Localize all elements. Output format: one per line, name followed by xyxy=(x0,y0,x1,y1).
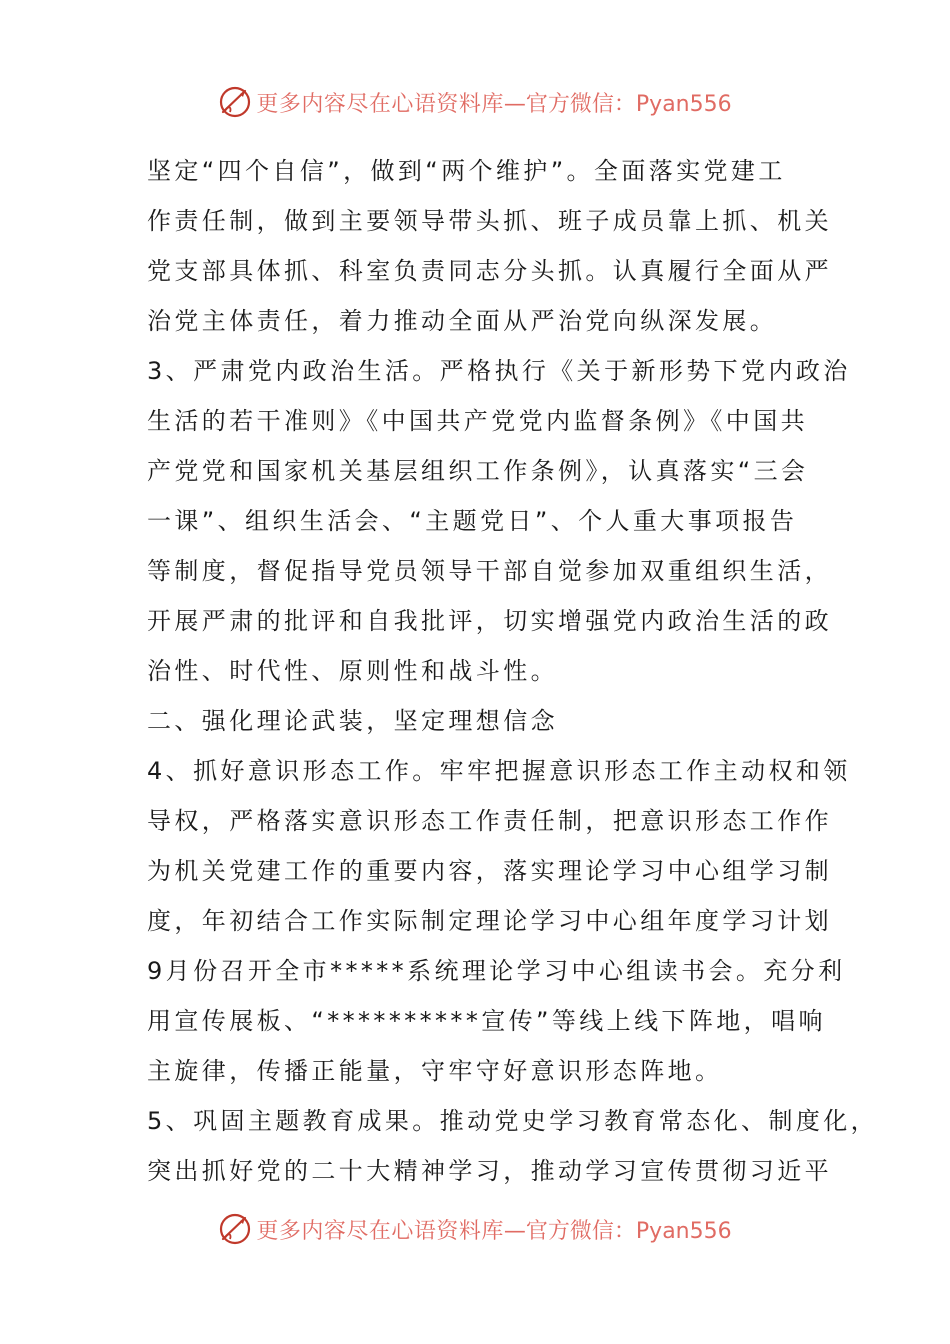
text-line: 为机关党建工作的重要内容，落实理论学习中心组学习制 xyxy=(147,857,832,885)
text-line: 3、严肃党内政治生活。严格执行《关于新形势下党内政治 xyxy=(147,357,851,385)
text-line: 用宣传展板、“**********宣传”等线上线下阵地，唱响 xyxy=(147,1007,826,1035)
section-heading: 二、强化理论武装，坚定理想信念 xyxy=(147,707,558,735)
text-line: 开展严肃的批评和自我批评，切实增强党内政治生活的政 xyxy=(147,607,832,635)
text-line: 度，年初结合工作实际制定理论学习中心组年度学习计划 xyxy=(147,907,832,935)
text-line: 作责任制，做到主要领导带头抓、班子成员靠上抓、机关 xyxy=(147,207,832,235)
text-line: 5、巩固主题教育成果。推动党史学习教育常态化、制度化， xyxy=(147,1107,879,1135)
header-wechat-text: —官方微信：Pyan556 xyxy=(503,91,732,117)
header-promo-text: 更多内容尽在心语资料库 xyxy=(256,91,504,117)
text-line: 突出抓好党的二十大精神学习，推动学习宣传贯彻习近平 xyxy=(147,1157,832,1185)
body-text xyxy=(147,146,879,1196)
footer-wechat-text: —官方微信：Pyan556 xyxy=(503,1218,732,1244)
pen-logo-icon xyxy=(218,1212,252,1246)
text-line: 9月份召开全市*****系统理论学习中心组读书会。充分利 xyxy=(147,957,846,985)
text-line: 一课”、组织生活会、“主题党日”、个人重大事项报告 xyxy=(147,507,798,535)
text-line: 导权，严格落实意识形态工作责任制，把意识形态工作作 xyxy=(147,807,832,835)
text-line: 坚定“四个自信”，做到“两个维护”。全面落实党建工 xyxy=(147,157,786,185)
footer-banner xyxy=(0,1209,950,1249)
text-line: 等制度，督促指导党员领导干部自觉参加双重组织生活， xyxy=(147,557,832,585)
text-line: 4、抓好意识形态工作。牢牢把握意识形态工作主动权和领 xyxy=(147,757,851,785)
text-line: 生活的若干准则》《中国共产党党内监督条例》《中国共 xyxy=(147,407,808,435)
text-line: 治性、时代性、原则性和战斗性。 xyxy=(147,657,558,685)
footer-promo-text: 更多内容尽在心语资料库 xyxy=(256,1218,504,1244)
text-line: 产党党和国家机关基层组织工作条例》，认真落实“三会 xyxy=(147,457,809,485)
text-line: 治党主体责任，着力推动全面从严治党向纵深发展。 xyxy=(147,307,778,335)
pen-logo-icon xyxy=(218,85,252,119)
text-line: 主旋律，传播正能量，守牢守好意识形态阵地。 xyxy=(147,1057,723,1085)
text-line: 党支部具体抓、科室负责同志分头抓。认真履行全面从严 xyxy=(147,257,832,285)
header-banner xyxy=(0,82,950,122)
